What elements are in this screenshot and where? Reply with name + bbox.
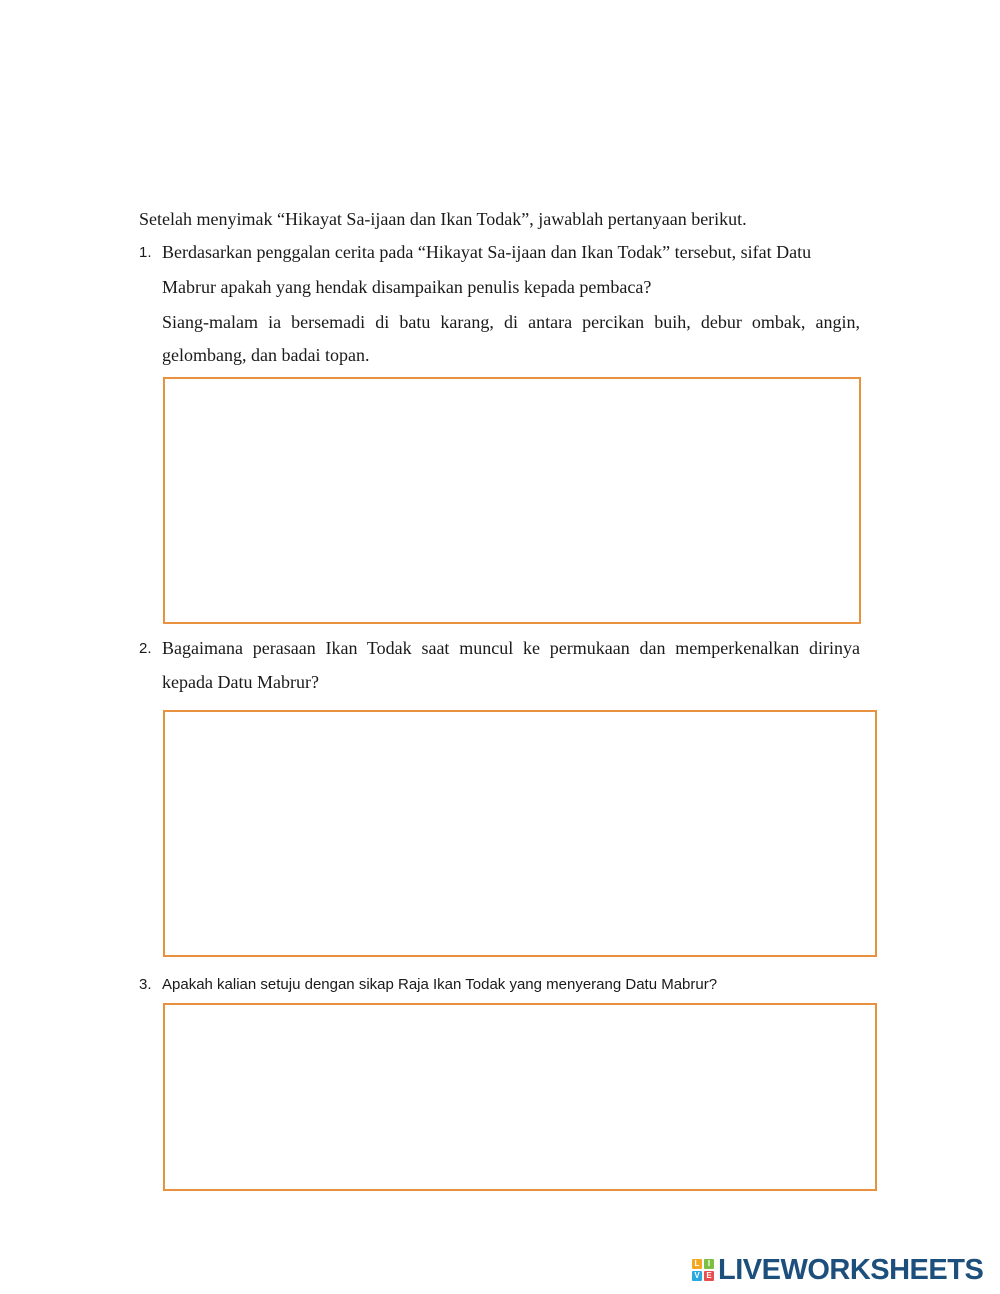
question-2-line-2: kepada Datu Mabrur? [162, 672, 319, 692]
liveworksheets-logo [692, 1255, 983, 1285]
logo-mark-i: I [704, 1259, 714, 1269]
question-1-line-2: Mabrur apakah yang hendak disampaikan penulis kepada pembaca? [162, 277, 652, 297]
question-1-number: 1. [139, 244, 152, 261]
answer-box-3[interactable] [163, 1003, 877, 1191]
logo-mark-l: L [692, 1259, 702, 1269]
question-3-number: 3. [139, 976, 152, 993]
question-2-line-1: Bagaimana perasaan Ikan Todak saat muncul ke permukaan dan memperkenalkan dirinya [162, 638, 860, 658]
question-2-number: 2. [139, 640, 152, 657]
question-1-quote-line-2: gelombang, dan badai topan. [162, 345, 370, 365]
question-1-line-1: Berdasarkan penggalan cerita pada “Hikayat Sa-ijaan dan Ikan Todak” tersebut, sifat Datu [162, 242, 812, 262]
question-3-line-1: Apakah kalian setuju dengan sikap Raja Ikan Todak yang menyerang Datu Mabrur? [162, 976, 718, 993]
intro-text: Setelah menyimak “Hikayat Sa-ijaan dan Ikan Todak”, jawablah pertanyaan berikut. [139, 209, 747, 229]
logo-mark-icon [692, 1259, 714, 1281]
answer-box-2[interactable] [163, 710, 877, 957]
answer-box-1[interactable] [163, 377, 861, 624]
logo-text: LIVEWORKSHEETS [718, 1254, 984, 1286]
logo-mark-v: V [692, 1271, 702, 1281]
logo-mark-e: E [704, 1271, 714, 1281]
question-1-quote-line-1: Siang-malam ia bersemadi di batu karang, di antara percikan buih, debur ombak, angin, [162, 312, 860, 332]
